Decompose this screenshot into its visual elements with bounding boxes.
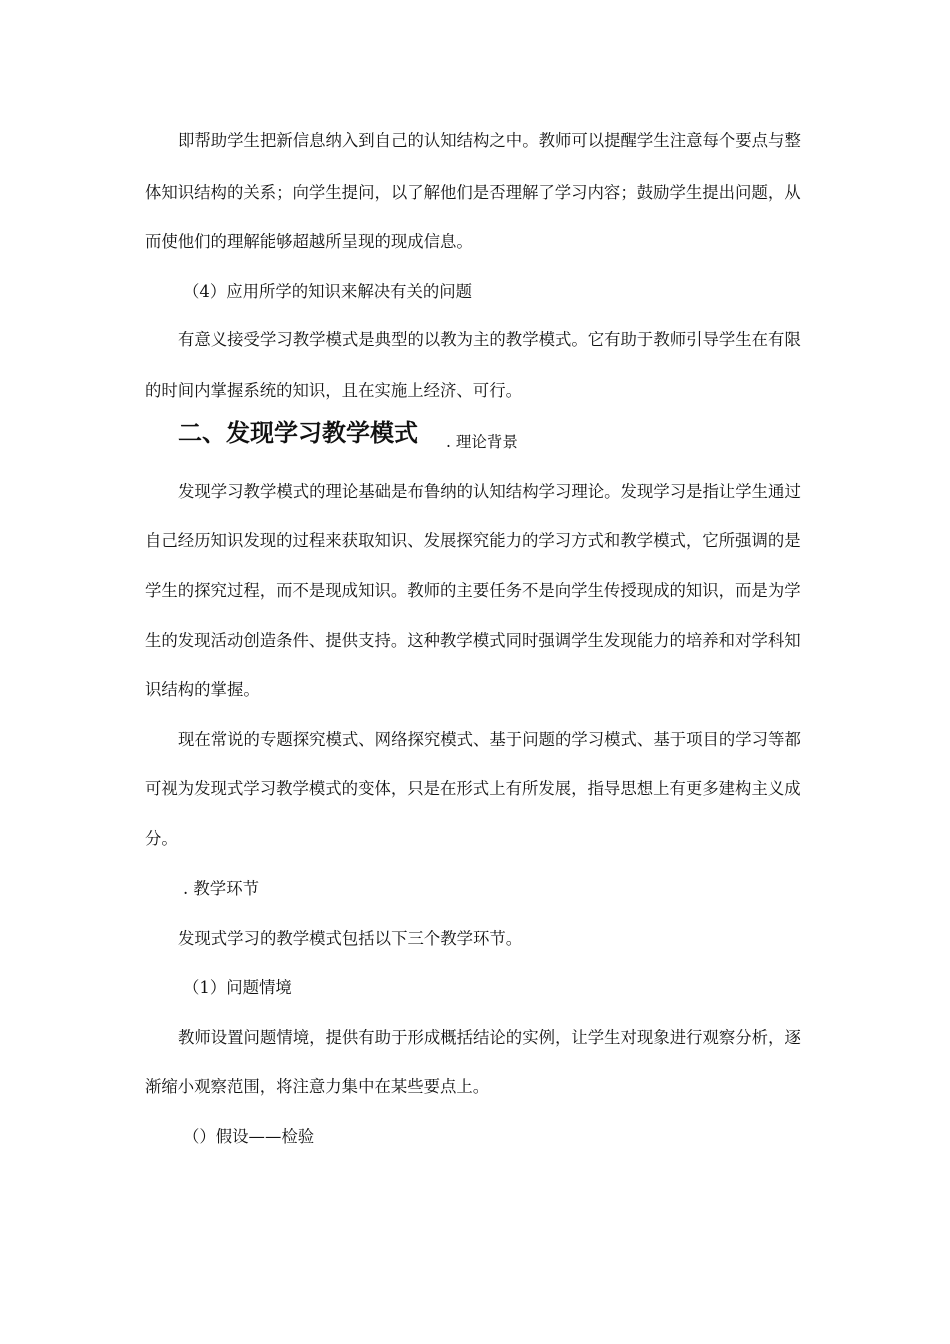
paragraph-line: 现在常说的专题探究模式、网络探究模式、基于问题的学习模式、基于项目的学习等都: [178, 730, 801, 749]
paragraph-line: 的时间内掌握系统的知识，且在实施上经济、可行。: [145, 381, 522, 400]
paragraph-line: 分。: [145, 829, 178, 848]
paragraph-line: 渐缩小观察范围，将注意力集中在某些要点上。: [145, 1077, 490, 1096]
paragraph-line: 自己经历知识发现的过程来获取知识、发展探究能力的学习方式和教学模式，它所强调的是: [145, 531, 801, 550]
paragraph-line: 而使他们的理解能够超越所呈现的现成信息。: [145, 232, 473, 251]
subsection-heading: . 教学环节: [183, 879, 259, 898]
paragraph-line: 发现式学习的教学模式包括以下三个教学环节。: [178, 929, 523, 948]
paragraph-line: 识结构的掌握。: [145, 680, 260, 699]
paragraph-line: 学生的探究过程，而不是现成知识。教师的主要任务不是向学生传授现成的知识，而是为学: [145, 581, 801, 600]
paragraph-line: 体知识结构的关系；向学生提问，以了解他们是否理解了学习内容；鼓励学生提出问题，从: [145, 183, 801, 202]
list-item-heading: （1）问题情境: [183, 978, 292, 997]
paragraph-line: 发现学习教学模式的理论基础是布鲁纳的认知结构学习理论。发现学习是指让学生通过: [178, 482, 801, 501]
paragraph-line: 可视为发现式学习教学模式的变体，只是在形式上有所发展，指导思想上有更多建构主义成: [145, 779, 801, 798]
paragraph-line: 生的发现活动创造条件、提供支持。这种教学模式同时强调学生发现能力的培养和对学科知: [145, 631, 801, 650]
section-heading: 二、发现学习教学模式: [178, 419, 418, 447]
paragraph-line: 即帮助学生把新信息纳入到自己的认知结构之中。教师可以提醒学生注意每个要点与整: [178, 131, 801, 150]
paragraph-line: 教师设置问题情境，提供有助于形成概括结论的实例，让学生对现象进行观察分析，逐: [178, 1028, 801, 1047]
paragraph-line: 有意义接受学习教学模式是典型的以教为主的教学模式。它有助于教师引导学生在有限: [178, 330, 801, 349]
section-subheading: . 理论背景: [446, 433, 518, 451]
list-item-heading: （4）应用所学的知识来解决有关的问题: [183, 282, 473, 301]
list-item-heading: （）假设——检验: [183, 1127, 315, 1146]
